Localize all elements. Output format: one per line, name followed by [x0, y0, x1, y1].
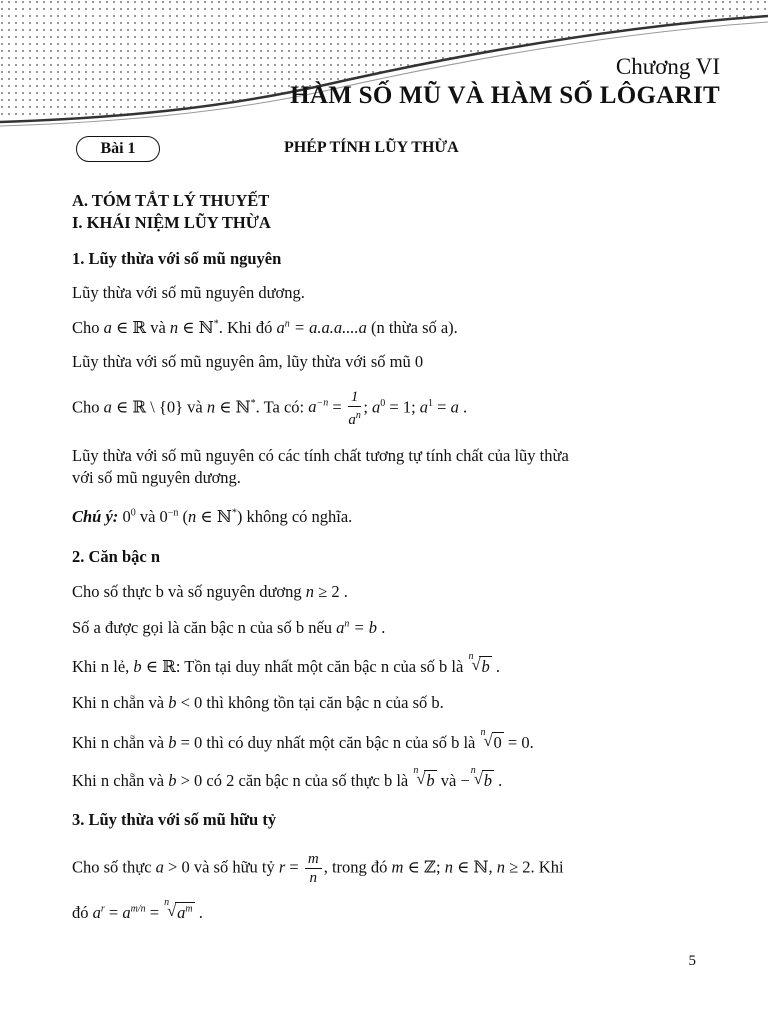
paragraph: Khi n chẵn và b > 0 có 2 căn bậc n của số thực b là n √ b và − n √ b . [72, 765, 503, 790]
paragraph: Lũy thừa với số mũ nguyên âm, lũy thừa với số mũ 0 [72, 352, 424, 371]
paragraph-definition-positive: Cho a ∈ ℝ và n ∈ ℕ*. Khi đó $a^n = a.a.a....a$ (n thừa số a). [72, 318, 458, 337]
page-number: 5 [688, 953, 696, 969]
lesson-badge: Bài 1 [76, 136, 160, 162]
paragraph: Khi n chẵn và b < 0 thì không tồn tại căn bậc n của số b. [72, 693, 444, 712]
paragraph: Khi n lẻ, b ∈ ℝ: Tồn tại duy nhất một căn bậc n của số b là n √ b . [72, 651, 500, 676]
paragraph: với số mũ nguyên dương. [72, 468, 241, 487]
paragraph: Cho số thực b và số nguyên dương n ≥ 2 . [72, 582, 348, 601]
section-a-title: A. TÓM TẮT LÝ THUYẾT [72, 191, 270, 210]
paragraph-rational-exponent: Cho số thực a > 0 và số hữu tỷ r = $\frac{m}{n}$ , trong đó m ∈ ℤ; n ∈ ℕ, n ≥ 2. Khi [72, 851, 564, 886]
chapter-number: Chương VI [615, 54, 720, 79]
paragraph: Số a được gọi là căn bậc n của số b nếu $a^n = b$ . [72, 618, 386, 637]
subsection-1-title: 1. Lũy thừa với số mũ nguyên [72, 249, 282, 268]
paragraph: Lũy thừa với số mũ nguyên có các tính chất tương tự tính chất của lũy thừa [72, 446, 569, 465]
lesson-title: PHÉP TÍNH LŨY THỪA [284, 139, 459, 156]
paragraph: Lũy thừa với số mũ nguyên dương. [72, 283, 305, 302]
chapter-title: HÀM SỐ MŨ VÀ HÀM SỐ LÔGARIT [290, 82, 720, 109]
note: Chú ý: $0^0$ và $0^{-n}$ (n ∈ ℕ*) không có nghĩa. [72, 507, 353, 526]
paragraph-rational-exponent-cont: đó $a^r = a^{m/n}$ = n √ $a^m$ . [72, 897, 203, 922]
paragraph: Khi n chẵn và b = 0 thì có duy nhất một căn bậc n của số b là n √ 0 = 0. [72, 727, 534, 752]
subsection-3-title: 3. Lũy thừa với số mũ hữu tỷ [72, 810, 277, 829]
section-i-title: I. KHÁI NIỆM LŨY THỪA [72, 213, 271, 232]
paragraph-definition-negative: Cho a ∈ ℝ \ {0} và n ∈ ℕ*. Ta có: $a^{-n}$ = $\frac{1}{a^n}$ ; $a^0 = 1$; $a^1 = a$ . [72, 389, 468, 428]
subsection-2-title: 2. Căn bậc n [72, 547, 161, 566]
